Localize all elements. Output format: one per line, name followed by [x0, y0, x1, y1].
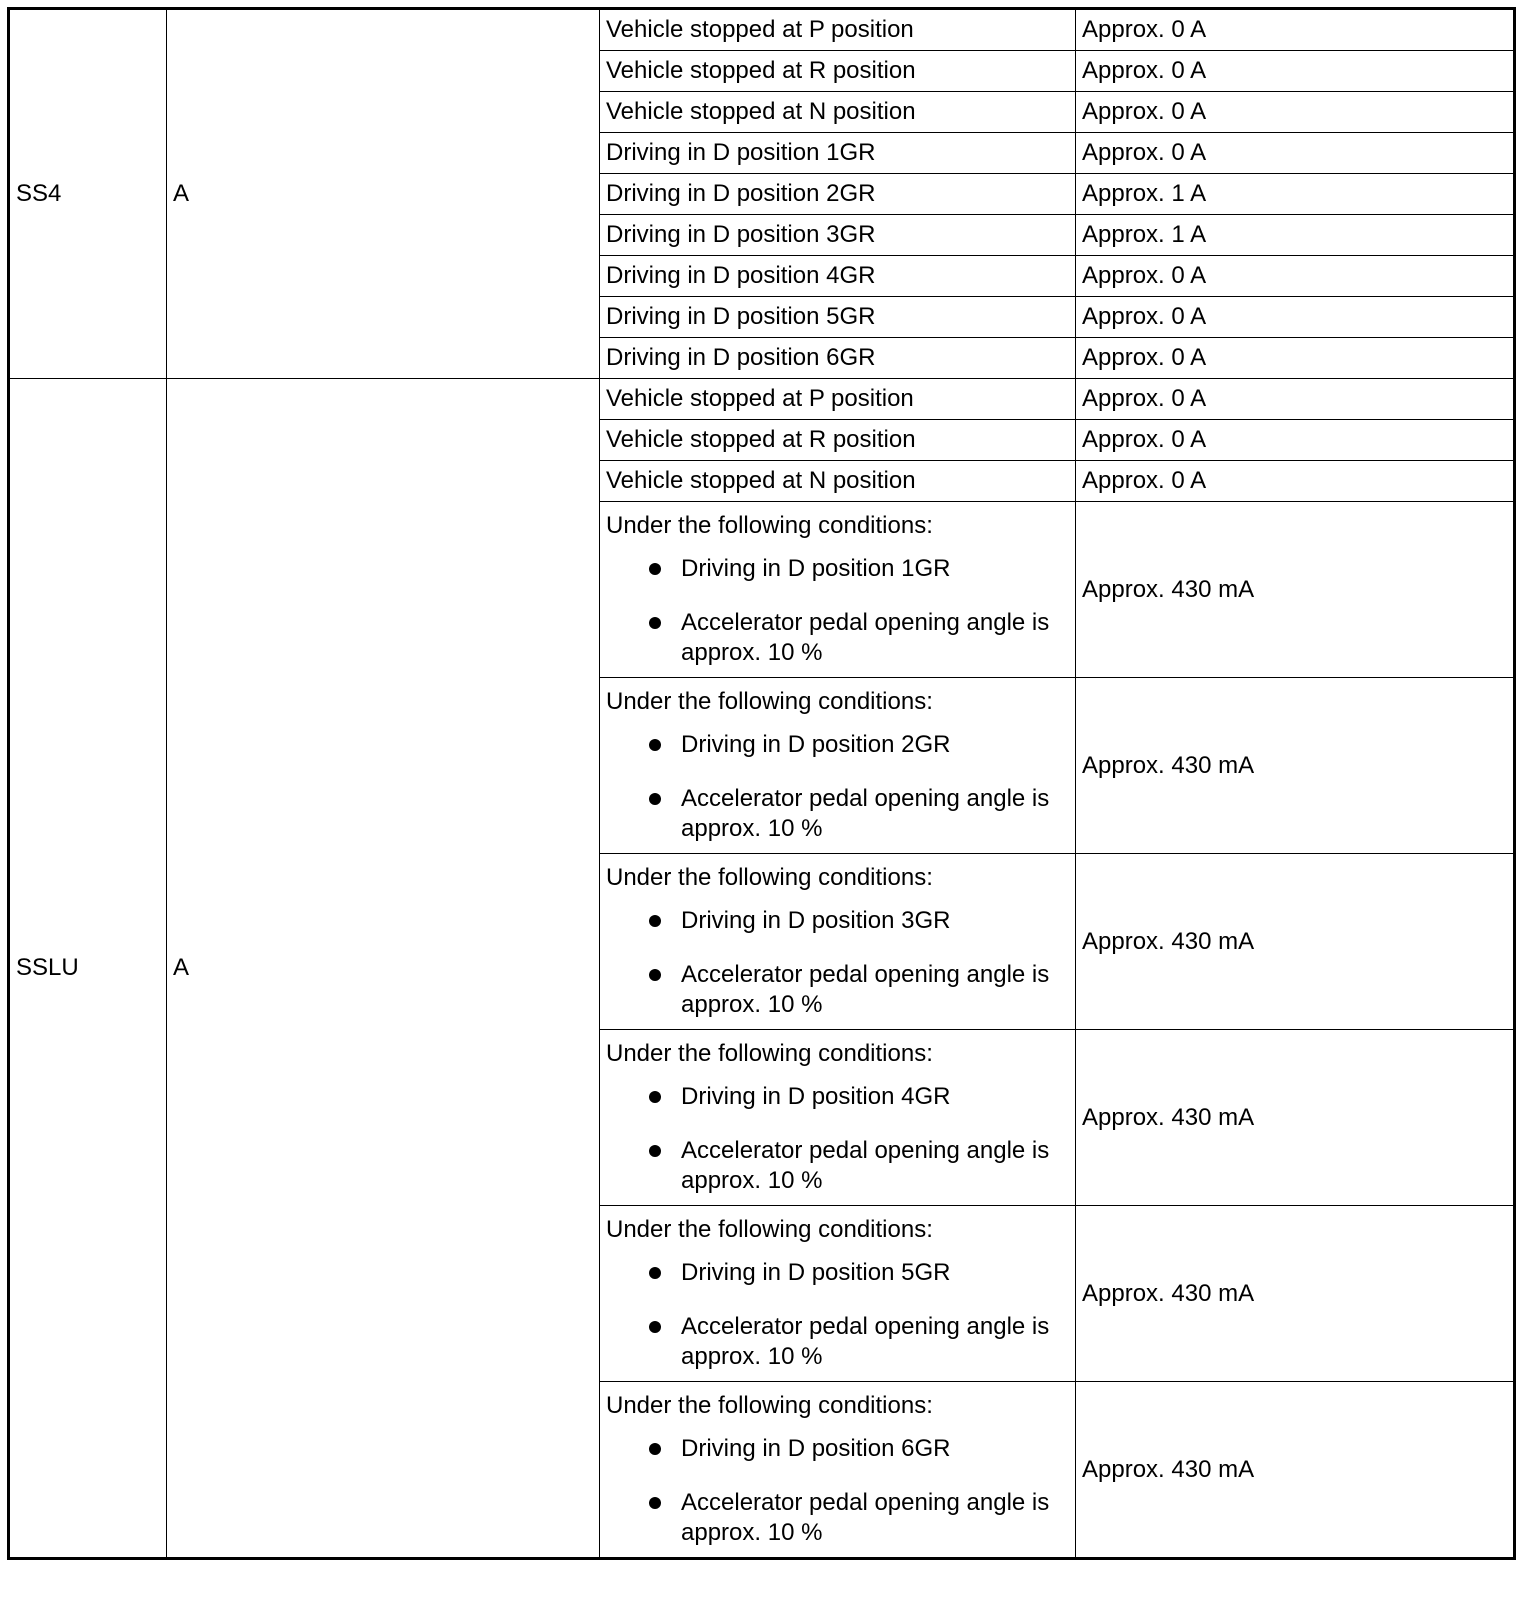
bullet-icon	[649, 1443, 661, 1455]
bullet-icon	[649, 793, 661, 805]
condition-cell	[600, 1030, 1076, 1206]
value-cell: Approx. 430 mA	[1076, 1382, 1515, 1559]
list-item: Driving in D position 5GR	[606, 1258, 1069, 1288]
bullet-icon	[649, 1267, 661, 1279]
condition-cell: Vehicle stopped at P position	[600, 379, 1076, 420]
condition-list	[606, 1082, 1069, 1196]
conditions-heading: Under the following conditions:	[606, 687, 933, 715]
list-item: Accelerator pedal opening angle is approx. 10 %	[606, 1488, 1069, 1548]
list-item: Driving in D position 3GR	[606, 906, 1069, 936]
value-cell: Approx. 0 A	[1076, 420, 1515, 461]
range-cell: A	[167, 9, 600, 379]
condition-cell: Driving in D position 6GR	[600, 338, 1076, 379]
bullet-icon	[649, 915, 661, 927]
list-item: Accelerator pedal opening angle is approx. 10 %	[606, 960, 1069, 1020]
table-row	[9, 379, 1515, 420]
current-spec-table	[7, 7, 1516, 1560]
condition-list	[606, 1434, 1069, 1548]
value-cell: Approx. 430 mA	[1076, 678, 1515, 854]
value-cell: Approx. 430 mA	[1076, 1206, 1515, 1382]
condition-cell: Driving in D position 4GR	[600, 256, 1076, 297]
value-cell: Approx. 430 mA	[1076, 854, 1515, 1030]
condition-cell: Driving in D position 1GR	[600, 133, 1076, 174]
list-item: Accelerator pedal opening angle is approx. 10 %	[606, 784, 1069, 844]
range-cell: A	[167, 379, 600, 1559]
condition-cell: Vehicle stopped at R position	[600, 51, 1076, 92]
value-cell: Approx. 0 A	[1076, 133, 1515, 174]
bullet-icon	[649, 617, 661, 629]
conditions-heading: Under the following conditions:	[606, 1215, 933, 1243]
condition-cell	[600, 678, 1076, 854]
terminal-cell: SSLU	[9, 379, 167, 1559]
condition-cell: Driving in D position 3GR	[600, 215, 1076, 256]
list-item: Driving in D position 4GR	[606, 1082, 1069, 1112]
condition-cell: Driving in D position 2GR	[600, 174, 1076, 215]
condition-list	[606, 1258, 1069, 1372]
bullet-icon	[649, 969, 661, 981]
list-item: Driving in D position 6GR	[606, 1434, 1069, 1464]
bullet-icon	[649, 739, 661, 751]
condition-cell	[600, 854, 1076, 1030]
conditions-heading: Under the following conditions:	[606, 511, 933, 539]
value-cell: Approx. 1 A	[1076, 215, 1515, 256]
value-cell: Approx. 0 A	[1076, 9, 1515, 51]
condition-cell: Vehicle stopped at R position	[600, 420, 1076, 461]
value-cell: Approx. 1 A	[1076, 174, 1515, 215]
bullet-icon	[649, 1497, 661, 1509]
list-item: Driving in D position 1GR	[606, 554, 1069, 584]
value-cell: Approx. 0 A	[1076, 338, 1515, 379]
value-cell: Approx. 430 mA	[1076, 1030, 1515, 1206]
table-row	[9, 9, 1515, 51]
bullet-icon	[649, 1091, 661, 1103]
condition-cell	[600, 502, 1076, 678]
value-cell: Approx. 0 A	[1076, 256, 1515, 297]
condition-cell: Driving in D position 5GR	[600, 297, 1076, 338]
terminal-cell: SS4	[9, 9, 167, 379]
bullet-icon	[649, 563, 661, 575]
list-item: Accelerator pedal opening angle is approx. 10 %	[606, 1312, 1069, 1372]
value-cell: Approx. 0 A	[1076, 379, 1515, 420]
value-cell: Approx. 0 A	[1076, 461, 1515, 502]
condition-cell: Vehicle stopped at N position	[600, 461, 1076, 502]
list-item: Accelerator pedal opening angle is approx. 10 %	[606, 608, 1069, 668]
value-cell: Approx. 430 mA	[1076, 502, 1515, 678]
bullet-icon	[649, 1145, 661, 1157]
condition-list	[606, 554, 1069, 668]
value-cell: Approx. 0 A	[1076, 297, 1515, 338]
conditions-heading: Under the following conditions:	[606, 1391, 933, 1419]
value-cell: Approx. 0 A	[1076, 92, 1515, 133]
value-cell: Approx. 0 A	[1076, 51, 1515, 92]
list-item: Driving in D position 2GR	[606, 730, 1069, 760]
condition-list	[606, 730, 1069, 844]
bullet-icon	[649, 1321, 661, 1333]
list-item: Accelerator pedal opening angle is approx. 10 %	[606, 1136, 1069, 1196]
condition-cell: Vehicle stopped at P position	[600, 9, 1076, 51]
condition-cell	[600, 1206, 1076, 1382]
conditions-heading: Under the following conditions:	[606, 1039, 933, 1067]
conditions-heading: Under the following conditions:	[606, 863, 933, 891]
condition-cell: Vehicle stopped at N position	[600, 92, 1076, 133]
condition-cell	[600, 1382, 1076, 1559]
condition-list	[606, 906, 1069, 1020]
